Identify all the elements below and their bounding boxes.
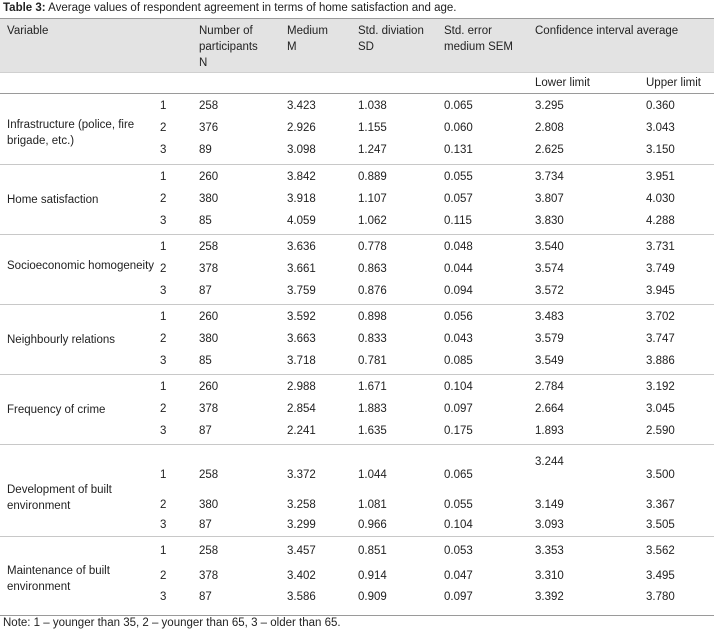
cell-std-deviation: 1.635 <box>358 425 387 437</box>
variable-group <box>0 234 714 305</box>
cell-medium: 3.423 <box>287 100 316 112</box>
cell-std-error: 0.057 <box>444 193 473 205</box>
cell-age-group: 3 <box>160 425 167 437</box>
table-row <box>0 190 714 208</box>
cell-upper-limit: 3.886 <box>646 355 675 367</box>
cell-std-error: 0.044 <box>444 263 473 275</box>
cell-age-group: 1 <box>160 469 167 481</box>
cell-std-deviation: 1.155 <box>358 122 387 134</box>
table-caption <box>3 2 456 14</box>
cell-medium: 3.258 <box>287 499 316 511</box>
table-header <box>0 18 714 73</box>
header-confidence-interval: Confidence interval average <box>535 25 679 37</box>
cell-participants: 376 <box>199 122 219 134</box>
table-row <box>0 330 714 348</box>
cell-medium: 3.402 <box>287 570 316 582</box>
cell-upper-limit: 4.030 <box>646 193 675 205</box>
cell-participants: 260 <box>199 381 219 393</box>
cell-std-deviation: 1.107 <box>358 193 387 205</box>
cell-std-deviation: 0.909 <box>358 591 387 603</box>
cell-participants: 380 <box>199 499 219 511</box>
cell-std-deviation: 0.781 <box>358 355 387 367</box>
cell-lower-limit: 3.572 <box>535 285 564 297</box>
cell-age-group: 1 <box>160 311 167 323</box>
cell-age-group: 3 <box>160 591 167 603</box>
table-row <box>0 378 714 396</box>
cell-lower-limit: 3.295 <box>535 100 564 112</box>
cell-std-error: 0.104 <box>444 519 473 531</box>
header-participants: Number of participants N <box>199 25 258 69</box>
variable-label: Neighbourly relations <box>7 334 116 346</box>
cell-participants: 260 <box>199 171 219 183</box>
cell-upper-limit: 3.702 <box>646 311 675 323</box>
cell-participants: 87 <box>199 519 212 531</box>
cell-participants: 378 <box>199 403 219 415</box>
cell-participants: 378 <box>199 263 219 275</box>
cell-upper-limit: 3.780 <box>646 591 675 603</box>
cell-upper-limit: 2.590 <box>646 425 675 437</box>
table-row <box>0 308 714 326</box>
cell-upper-limit: 3.043 <box>646 122 675 134</box>
cell-medium: 3.098 <box>287 144 316 156</box>
cell-age-group: 1 <box>160 241 167 253</box>
table-row <box>0 422 714 440</box>
cell-lower-limit: 2.784 <box>535 381 564 393</box>
cell-lower-limit: 1.893 <box>535 425 564 437</box>
table-row <box>0 496 714 514</box>
cell-upper-limit: 3.150 <box>646 144 675 156</box>
cell-participants: 87 <box>199 425 212 437</box>
cell-age-group: 2 <box>160 333 167 345</box>
cell-std-error: 0.055 <box>444 499 473 511</box>
variable-label: Home satisfaction <box>7 194 99 206</box>
cell-std-deviation: 0.851 <box>358 545 387 557</box>
cell-std-error: 0.065 <box>444 469 473 481</box>
table-row <box>0 352 714 370</box>
cell-participants: 87 <box>199 285 212 297</box>
cell-lower-limit: 3.540 <box>535 241 564 253</box>
cell-participants: 89 <box>199 144 212 156</box>
table-row <box>0 141 714 159</box>
variable-group <box>0 536 714 616</box>
cell-medium: 3.759 <box>287 285 316 297</box>
cell-participants: 380 <box>199 333 219 345</box>
table-subheader <box>0 72 714 94</box>
variable-group <box>0 304 714 375</box>
cell-age-group: 1 <box>160 545 167 557</box>
variable-label: Socioeconomic homogeneity <box>7 260 155 272</box>
cell-std-deviation: 1.081 <box>358 499 387 511</box>
cell-lower-limit: 3.353 <box>535 545 564 557</box>
cell-participants: 258 <box>199 100 219 112</box>
cell-medium: 3.661 <box>287 263 316 275</box>
cell-lower-limit: 3.244 <box>535 456 564 468</box>
header-variable: Variable <box>7 25 49 37</box>
header-lower-limit: Lower limit <box>535 77 590 89</box>
cell-upper-limit: 3.495 <box>646 570 675 582</box>
cell-medium: 4.059 <box>287 215 316 227</box>
cell-age-group: 2 <box>160 499 167 511</box>
cell-lower-limit: 2.664 <box>535 403 564 415</box>
table-row <box>0 168 714 186</box>
cell-age-group: 3 <box>160 355 167 367</box>
cell-std-deviation: 0.778 <box>358 241 387 253</box>
cell-lower-limit: 3.149 <box>535 499 564 511</box>
cell-age-group: 2 <box>160 570 167 582</box>
cell-age-group: 3 <box>160 519 167 531</box>
cell-age-group: 3 <box>160 285 167 297</box>
table-row <box>0 97 714 115</box>
cell-upper-limit: 3.192 <box>646 381 675 393</box>
cell-std-error: 0.055 <box>444 171 473 183</box>
cell-participants: 87 <box>199 591 212 603</box>
cell-std-error: 0.094 <box>444 285 473 297</box>
variable-label: Frequency of crime <box>7 404 106 416</box>
cell-medium: 3.299 <box>287 519 316 531</box>
cell-std-deviation: 1.044 <box>358 469 387 481</box>
cell-lower-limit: 3.549 <box>535 355 564 367</box>
table-row <box>0 238 714 256</box>
table-row <box>0 282 714 300</box>
cell-lower-limit: 3.392 <box>535 591 564 603</box>
cell-lower-limit: 3.093 <box>535 519 564 531</box>
cell-participants: 380 <box>199 193 219 205</box>
cell-lower-limit: 3.830 <box>535 215 564 227</box>
table-row <box>0 456 714 484</box>
cell-std-error: 0.097 <box>444 403 473 415</box>
cell-participants: 85 <box>199 215 212 227</box>
cell-std-deviation: 1.883 <box>358 403 387 415</box>
cell-upper-limit: 3.951 <box>646 171 675 183</box>
cell-age-group: 1 <box>160 381 167 393</box>
header-upper-limit: Upper limit <box>646 77 701 89</box>
cell-std-error: 0.053 <box>444 545 473 557</box>
table-row <box>0 542 714 560</box>
cell-upper-limit: 3.945 <box>646 285 675 297</box>
cell-std-error: 0.175 <box>444 425 473 437</box>
cell-std-error: 0.048 <box>444 241 473 253</box>
table-row <box>0 567 714 585</box>
table-row <box>0 400 714 418</box>
cell-medium: 3.842 <box>287 171 316 183</box>
cell-age-group: 3 <box>160 215 167 227</box>
cell-age-group: 2 <box>160 263 167 275</box>
cell-upper-limit: 0.360 <box>646 100 675 112</box>
cell-std-error: 0.047 <box>444 570 473 582</box>
cell-medium: 2.241 <box>287 425 316 437</box>
cell-std-deviation: 0.889 <box>358 171 387 183</box>
cell-medium: 2.926 <box>287 122 316 134</box>
cell-participants: 260 <box>199 311 219 323</box>
cell-std-error: 0.131 <box>444 144 473 156</box>
cell-medium: 3.586 <box>287 591 316 603</box>
table-row <box>0 212 714 230</box>
cell-std-deviation: 0.876 <box>358 285 387 297</box>
cell-std-deviation: 0.914 <box>358 570 387 582</box>
cell-upper-limit: 3.367 <box>646 499 675 511</box>
cell-lower-limit: 3.579 <box>535 333 564 345</box>
header-std-deviation: Std. diviation SD <box>358 25 424 53</box>
cell-upper-limit: 3.045 <box>646 403 675 415</box>
cell-std-error: 0.104 <box>444 381 473 393</box>
table-row <box>0 260 714 278</box>
cell-age-group: 2 <box>160 403 167 415</box>
cell-medium: 3.636 <box>287 241 316 253</box>
cell-lower-limit: 2.625 <box>535 144 564 156</box>
cell-upper-limit: 3.731 <box>646 241 675 253</box>
cell-medium: 2.988 <box>287 381 316 393</box>
table-note: Note: 1 – younger than 35, 2 – younger than 65, 3 – older than 65. <box>3 617 341 629</box>
cell-std-error: 0.097 <box>444 591 473 603</box>
cell-std-error: 0.065 <box>444 100 473 112</box>
cell-std-error: 0.060 <box>444 122 473 134</box>
cell-std-deviation: 0.833 <box>358 333 387 345</box>
cell-std-deviation: 0.966 <box>358 519 387 531</box>
cell-participants: 258 <box>199 469 219 481</box>
cell-medium: 2.854 <box>287 403 316 415</box>
cell-upper-limit: 3.749 <box>646 263 675 275</box>
variable-label: Maintenance of built environment <box>7 565 110 593</box>
cell-medium: 3.372 <box>287 469 316 481</box>
cell-participants: 258 <box>199 241 219 253</box>
cell-participants: 258 <box>199 545 219 557</box>
cell-medium: 3.918 <box>287 193 316 205</box>
table-row <box>0 516 714 534</box>
caption-text: Average values of respondent agreement in terms of home satisfaction and age. <box>45 2 457 14</box>
header-std-error: Std. error medium SEM <box>444 25 514 53</box>
cell-std-error: 0.056 <box>444 311 473 323</box>
variable-group <box>0 93 714 165</box>
cell-std-error: 0.043 <box>444 333 473 345</box>
cell-lower-limit: 3.807 <box>535 193 564 205</box>
cell-age-group: 2 <box>160 122 167 134</box>
cell-std-deviation: 0.863 <box>358 263 387 275</box>
table-row <box>0 119 714 137</box>
cell-age-group: 1 <box>160 171 167 183</box>
variable-label: Infrastructure (police, fire brigade, etc.) <box>7 119 135 147</box>
cell-lower-limit: 3.734 <box>535 171 564 183</box>
variable-group <box>0 444 714 537</box>
cell-participants: 85 <box>199 355 212 367</box>
cell-std-error: 0.085 <box>444 355 473 367</box>
variable-label: Development of built environment <box>7 484 112 512</box>
cell-upper-limit: 3.747 <box>646 333 675 345</box>
cell-std-deviation: 1.062 <box>358 215 387 227</box>
cell-age-group: 1 <box>160 100 167 112</box>
cell-lower-limit: 2.808 <box>535 122 564 134</box>
cell-std-deviation: 1.247 <box>358 144 387 156</box>
cell-lower-limit: 3.310 <box>535 570 564 582</box>
cell-lower-limit: 3.574 <box>535 263 564 275</box>
cell-medium: 3.457 <box>287 545 316 557</box>
cell-std-deviation: 0.898 <box>358 311 387 323</box>
cell-medium: 3.718 <box>287 355 316 367</box>
cell-participants: 378 <box>199 570 219 582</box>
cell-std-error: 0.115 <box>444 215 472 227</box>
header-medium: Medium M <box>287 25 328 53</box>
cell-lower-limit: 3.483 <box>535 311 564 323</box>
cell-age-group: 3 <box>160 144 167 156</box>
cell-upper-limit: 3.562 <box>646 545 675 557</box>
cell-std-deviation: 1.671 <box>358 381 387 393</box>
cell-upper-limit: 3.500 <box>646 469 675 481</box>
cell-age-group: 2 <box>160 193 167 205</box>
cell-medium: 3.592 <box>287 311 316 323</box>
cell-medium: 3.663 <box>287 333 316 345</box>
table-row <box>0 588 714 606</box>
variable-group <box>0 374 714 445</box>
cell-upper-limit: 3.505 <box>646 519 675 531</box>
caption-label: Table 3: <box>3 2 46 14</box>
variable-group <box>0 164 714 235</box>
cell-upper-limit: 4.288 <box>646 215 675 227</box>
cell-std-deviation: 1.038 <box>358 100 387 112</box>
